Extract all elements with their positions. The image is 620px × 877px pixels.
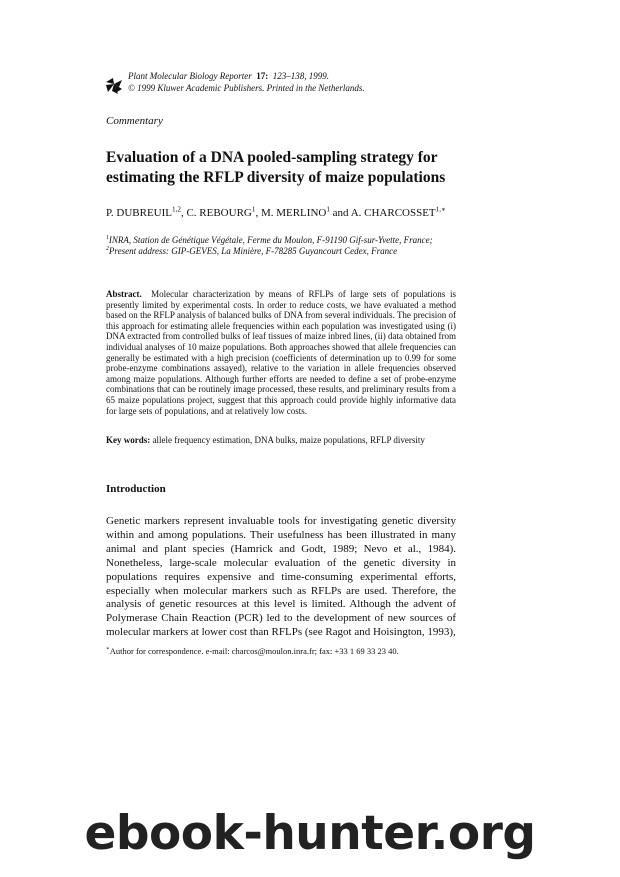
journal-header bbox=[128, 70, 365, 94]
journal-name: Plant Molecular Biology Reporter bbox=[128, 71, 252, 81]
author-affiliation-mark: 1,∗ bbox=[435, 205, 446, 214]
author-list: P. DUBREUIL$^{1,2}$, C. REBOURG$^1$, M. MERLINO$^1$ and A. $CHARCOSSET^{1,∗}$ bbox=[106, 205, 446, 219]
footnote bbox=[106, 646, 466, 657]
affiliation-2 bbox=[106, 246, 526, 257]
abstract-text: Molecular characterization by means of RFLPs of large sets of populations is presently limited by experimental costs. In order to reduce costs, we have evaluated a method based on the RFLP analysis of balanced bulks of DNA from several individuals. The precision of this approach for estimating allele frequencies within each population was investigated using (i) DNA extracted from controlled bulks of leaf tissues of maize inbred lines, (ii) data obtained from individual analyses of 10 maize populations. Both approaches showed that allele frequencies can generally be estimated with a high precision (coefficients of determination up to 0.99 for some probe-enzyme combinations assayed), relative to the variation in allele frequencies observed among maize populations. Although further efforts are needed to define a set of probe-enzyme combinations that can be routinely image processed, these results, and preliminary results from a 65 maize populations project, suggest that this approach could provide highly informative data for large sets of populations, and at relatively low costs. bbox=[106, 289, 457, 416]
journal-pages: 123–138, 1999. bbox=[272, 71, 329, 81]
copyright-line: © 1999 Kluwer Academic Publishers. Printed in the Netherlands. bbox=[128, 83, 365, 93]
affiliation-1-mark: 1 bbox=[106, 235, 109, 241]
author-affiliation-mark: 1 bbox=[251, 205, 256, 214]
publisher-logo-icon bbox=[104, 76, 124, 96]
introduction-heading: Introduction bbox=[106, 483, 166, 495]
keywords-text: allele frequency estimation, DNA bulks, maize populations, RFLP diversity bbox=[152, 435, 425, 445]
affiliation-1-text: INRA, Station de Génétique Végétale, Ferme du Moulon, F-91190 Gif-sur-Yvette, France; bbox=[108, 235, 433, 245]
keywords-label: Key words: bbox=[106, 435, 151, 445]
author-name: P. DUBREUIL bbox=[106, 207, 173, 219]
journal-volume: 17: bbox=[256, 71, 269, 81]
keywords bbox=[106, 435, 456, 446]
footnote-text: Author for correspondence. e-mail: charcos@moulon.inra.fr; fax: +33 1 69 33 23 40. bbox=[109, 646, 399, 656]
paper-title: Evaluation of a DNA pooled-sampling strategy for estimating the RFLP diversity of maize populations bbox=[106, 149, 446, 186]
author-affiliation-mark: 1,2 bbox=[172, 205, 181, 214]
section-label: Commentary bbox=[106, 115, 163, 127]
watermark: ebook-hunter.org bbox=[84, 806, 536, 861]
footnote-mark: ∗ bbox=[106, 646, 110, 653]
author-name: M. MERLINO bbox=[260, 207, 327, 219]
affiliation-2-mark: 2 bbox=[106, 246, 109, 252]
affiliation-2-text: Present address: GIP-GEVES, La Minière, F-78285 Guyancourt Cedex, France bbox=[108, 246, 398, 256]
abstract bbox=[106, 289, 456, 416]
author-name: A. CHARCOSSET bbox=[350, 207, 436, 219]
affiliation-1 bbox=[106, 235, 526, 246]
author-affiliation-mark: 1 bbox=[326, 205, 330, 214]
abstract-label: Abstract. bbox=[106, 289, 142, 299]
introduction-text: Genetic markers represent invaluable tools for investigating genetic diversity within and among populations. Their usefulness has been illustrated in many animal and plant species (Hamrick and Godt, 1989; Nevo et al., 1984). Nonetheless, large-scale molecular evaluation of the genetic diversity in populations requires expensive and time-consuming experimental efforts, especially when molecular markers such as RFLPs are used. Therefore, the analysis of genetic resources at this level is limited. Although the advent of Polymerase Chain Reaction (PCR) led to the development of new sources of molecular markers at lower cost than RFLPs (see Ragot and Hoisington, 1993), bbox=[106, 515, 456, 639]
author-name: C. REBOURG bbox=[186, 207, 252, 219]
